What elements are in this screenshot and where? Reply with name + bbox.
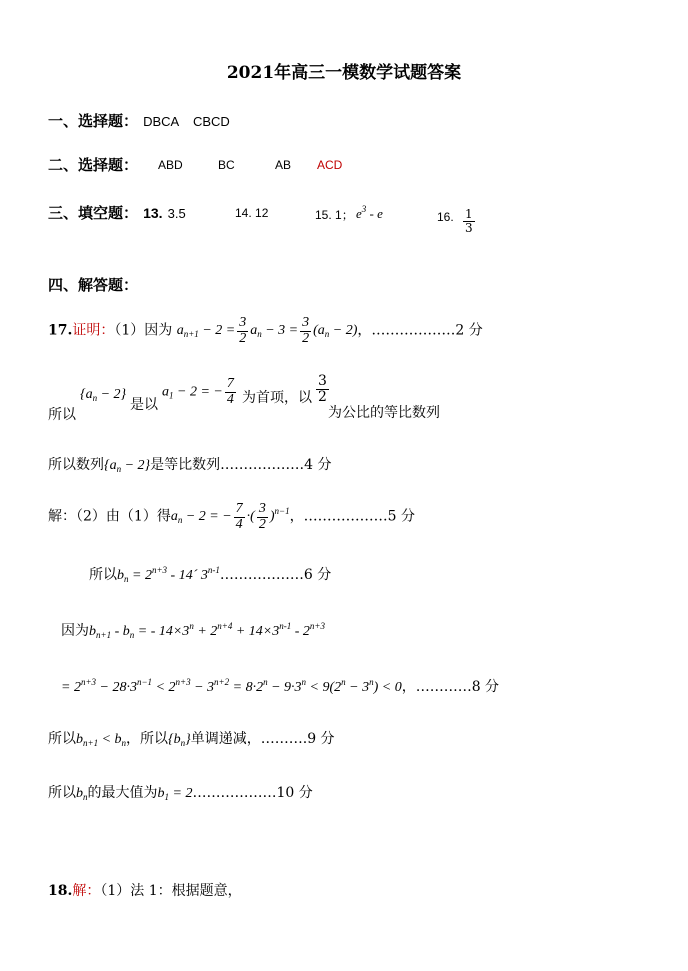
q13-number: 13. [143, 205, 163, 221]
answer-9: ABD [158, 158, 183, 172]
p18-line [48, 880, 242, 900]
p17-ineq-line [61, 676, 499, 696]
p17-dan2: ，所以 [126, 731, 169, 747]
p17-yinwei: 因为 [61, 623, 89, 639]
q16-number: 16. [437, 210, 454, 224]
q15-answer: 15. 1； [315, 208, 354, 222]
p17-max1: 所以 [48, 785, 76, 801]
answer-11: AB [275, 158, 292, 172]
p17-score-5: ，………………5 分 [289, 508, 415, 525]
p18-number: 18. [48, 883, 73, 899]
section-2-label: 二、选择题： [48, 156, 139, 174]
section-3-fill [48, 202, 186, 223]
p17-b1-value: $b_1 = 2$ [157, 786, 193, 802]
p17-part2-label: 解：（2）由（1）得 [48, 508, 171, 525]
p17-diff-line [61, 620, 325, 640]
answer-10: BC [218, 158, 235, 172]
p17-bn-line [89, 564, 331, 584]
p18-text: （1）法 1：根据题意， [100, 883, 242, 899]
p17-recurrence: $a_{n+1} - 2$ = $\frac{3}{2}$ $a_n - 3$ = $\frac{3}{2}$ $(a_n - 2)$ [176, 315, 358, 346]
p17-ineq-formula: = $2^{n+3} - 28\cdot 3^{n-1} < 2^{n+3} - 3^{n+2} = 8\cdot 2^n - 9\cdot 3^n < 9(2^n - 3^n) < 0$ [61, 677, 402, 695]
section-1-answers: DBCA CBCD [143, 114, 230, 129]
p17-score-8: ，…………8 分 [401, 679, 500, 695]
p17-max2: 的最大值为 [87, 785, 158, 801]
p17-seq-an-2: $\{a_n - 2\}$ [80, 387, 127, 403]
section-4-label: 四、解答题： [48, 276, 139, 294]
q14-answer: 14. 12 [235, 206, 269, 220]
p17-bn-compare: $b_{n+1} < b_n$ [76, 732, 127, 748]
p17-bn-symbol: $b_n$ [76, 786, 88, 802]
p17-seq-an-2b: $\{a_n - 2\}$ [104, 458, 151, 474]
p17-decreasing-line [48, 728, 335, 748]
p17-part2-line [48, 502, 415, 532]
section-1-choice [48, 110, 230, 131]
p17-shiyi: 是以 [130, 397, 158, 413]
p17-dan3: 单调递减，……….9 分 [190, 731, 335, 747]
section-2-multi-choice [48, 154, 138, 175]
p17-line-3 [48, 454, 332, 474]
p17-line-1 [48, 316, 483, 346]
page-title: 2021年高三一模数学试题答案 [226, 63, 462, 83]
p17-score-10: ………………10 分 [192, 785, 313, 801]
q13-answer: 3.5 [167, 206, 186, 221]
p17-dan1: 所以 [48, 731, 76, 747]
p17-line3-b: 是等比数列………………4 分 [150, 457, 332, 473]
p17-proof-label: 证明： [72, 322, 115, 339]
p17-bn-seq: $\{b_n\}$ [168, 732, 191, 748]
p17-ratio: $\frac{3}{2}$ [318, 373, 327, 405]
q16-fraction: $\frac{1}{3}$ [465, 207, 473, 235]
p17-score-6: ………………6 分 [219, 567, 332, 583]
section-3-label: 三、填空题： [48, 204, 139, 222]
p17-bn-formula: $b_n = 2^{n+3}$ - 14´ 3$^{n-1}$ [117, 565, 220, 584]
p17-number: 17. [48, 322, 73, 339]
p17-first-term: $a_1 - 2$ = − $\frac{7}{4}$ [162, 376, 234, 407]
p17-gongbi: 为公比的等比数列 [328, 405, 440, 421]
p17-part1: （1）因为 [114, 322, 173, 339]
p17-bn-label: 所以 [89, 567, 117, 583]
p17-suoyi: 所以 [48, 407, 76, 423]
section-1-label: 一、选择题： [48, 112, 139, 130]
p17-diff-formula: $b_{n+1} - b_n$ = - $14\times 3^n + 2^{n+4} + 14\times 3^{n-1} - 2^{n+3}$ [89, 621, 325, 640]
p17-line3-a: 所以数列 [48, 457, 104, 473]
q15-expression: $e^3$ - e [356, 204, 383, 221]
p17-shouxiang: 为首项，以 [242, 390, 312, 406]
p17-an-formula: $a_n - 2$ = − $\frac{7}{4}$ ·( $\frac{3}{2}$ )$^{n-1}$ [170, 501, 290, 532]
p17-max-line [48, 782, 313, 802]
p18-jie-label: 解： [72, 883, 101, 899]
answer-12: ACD [317, 158, 343, 172]
p17-score-2: ，………………2 分 [357, 322, 483, 339]
